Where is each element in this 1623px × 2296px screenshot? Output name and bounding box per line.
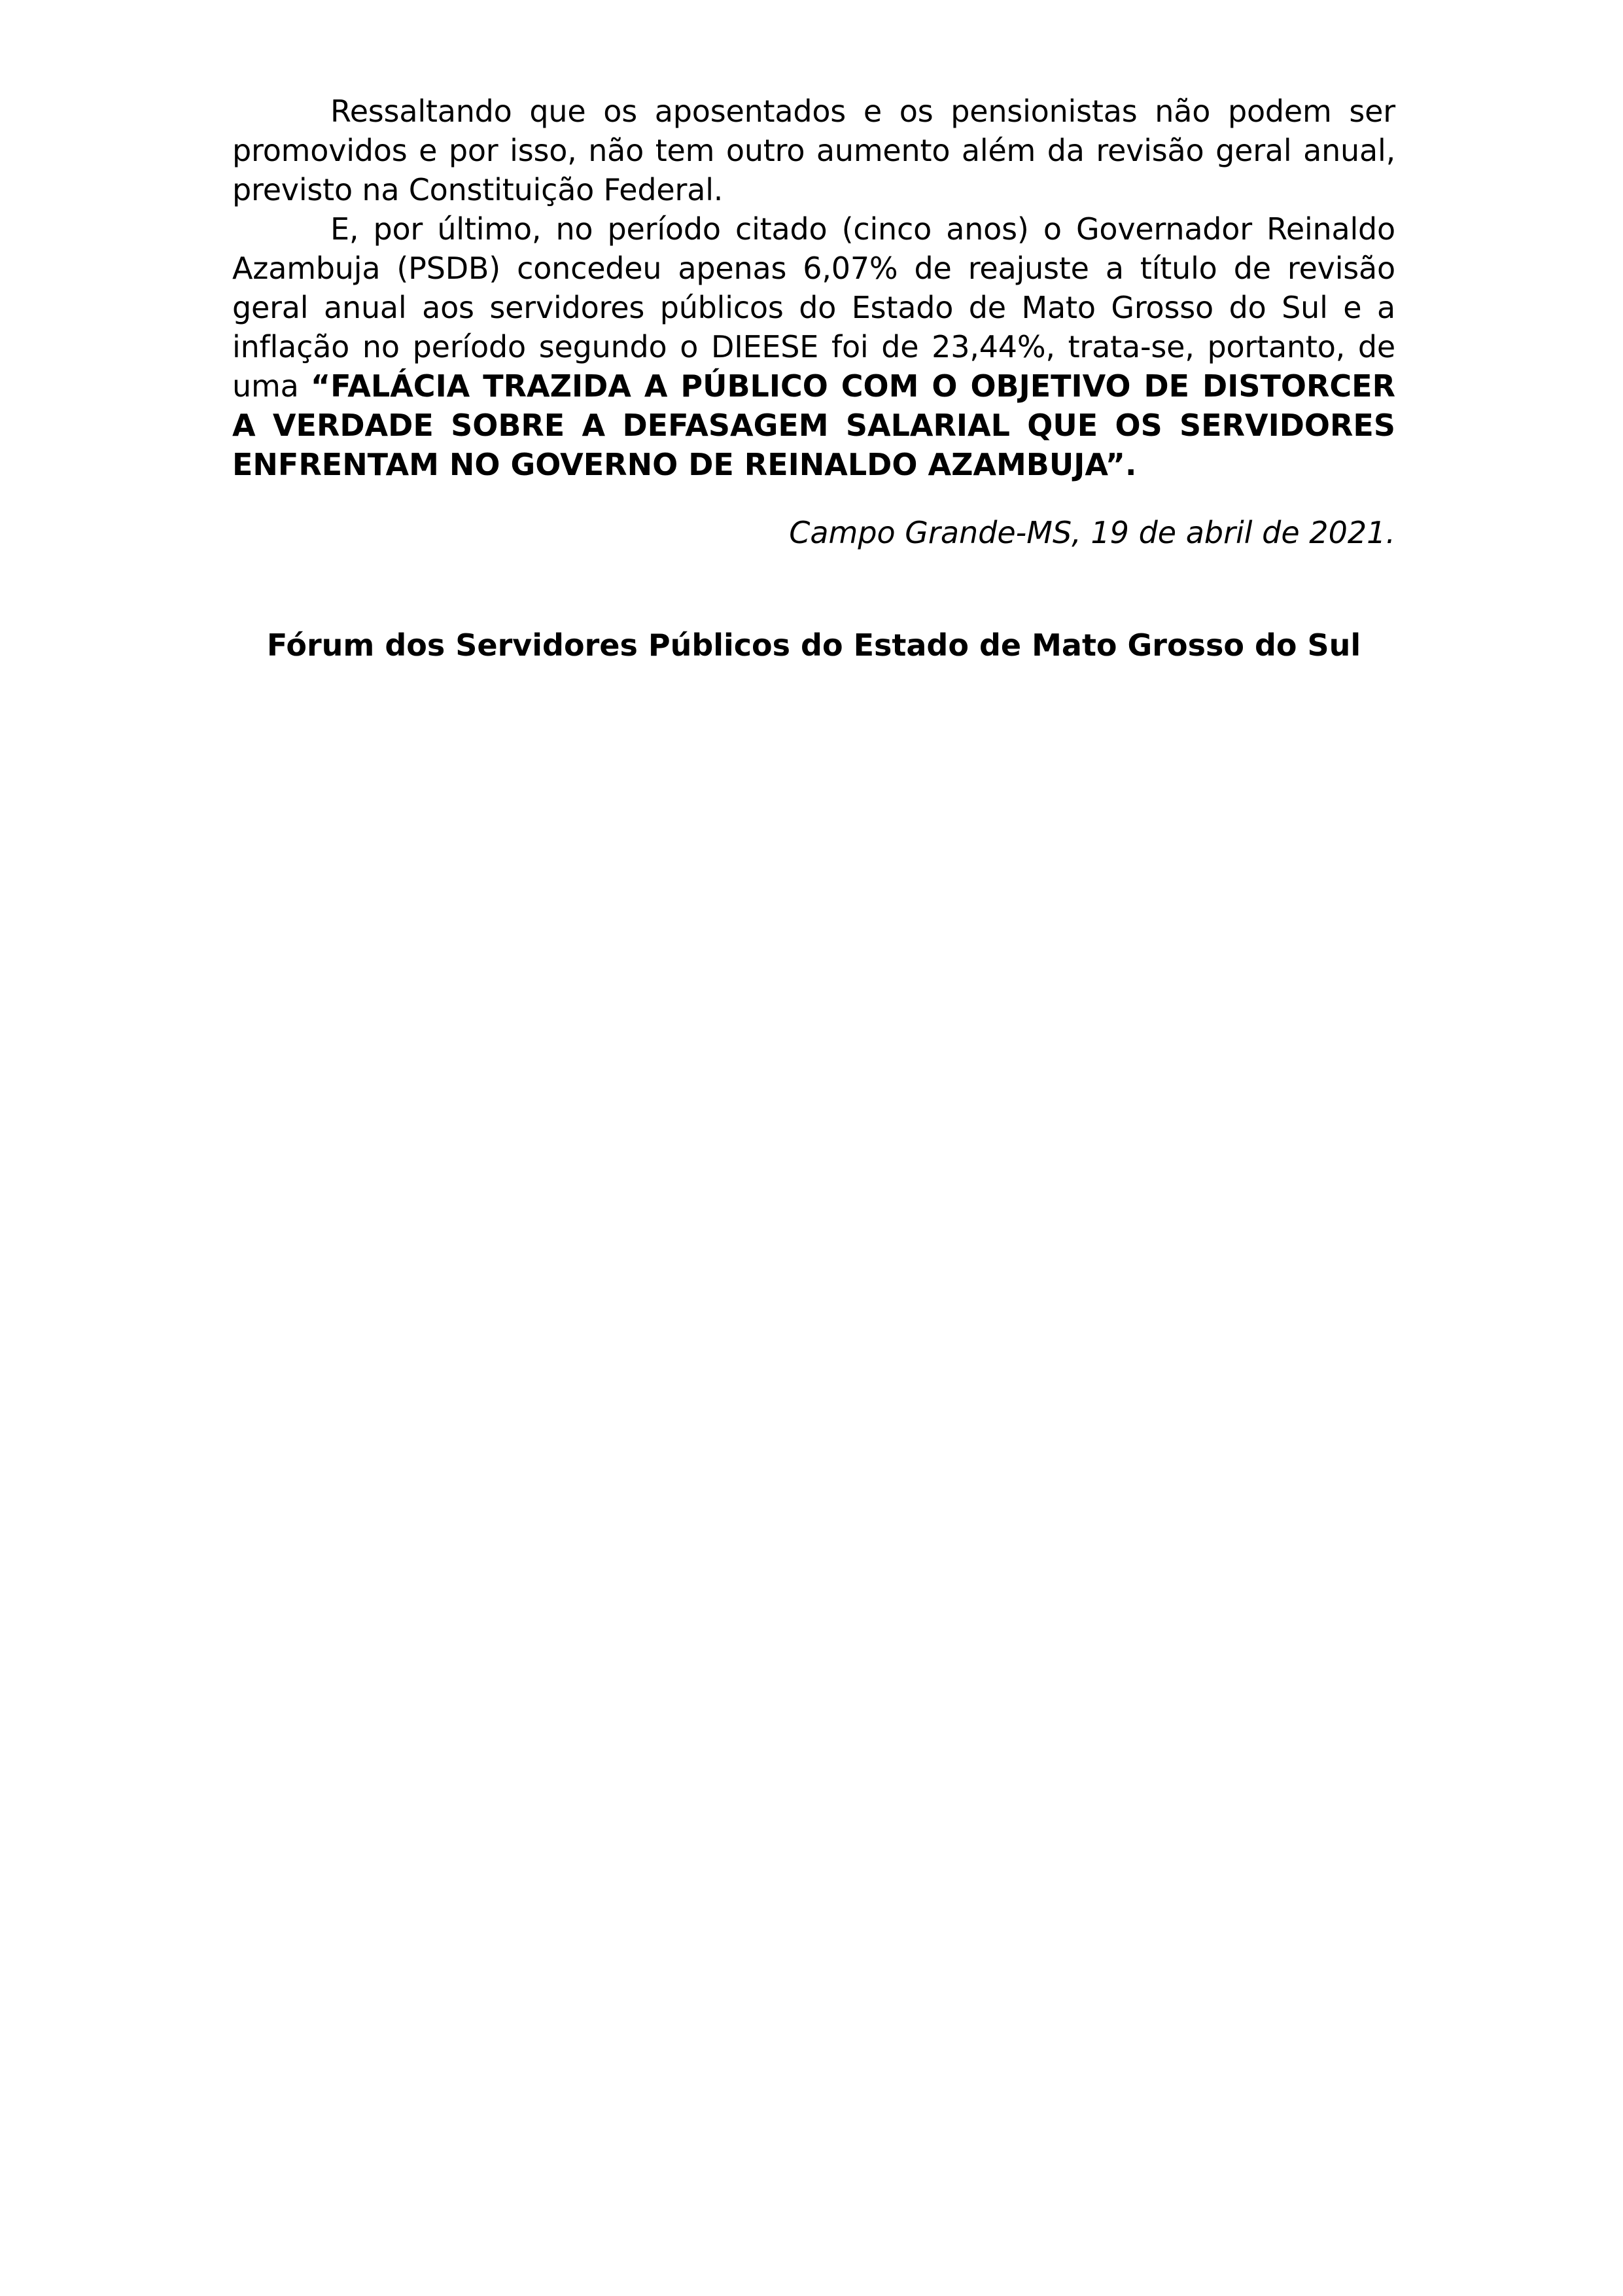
- paragraph-adjustment-text: E, por último, no período citado (cinco anos) o Governador Reinaldo Azambuja (PSDB) concedeu apenas 6,07% de reajuste a título de revisão geral anual aos servidores públicos do Estado de Mato Grosso do Sul e a inflação no período segundo o DIEESE foi de 23,44%, trata-se, portanto, de uma: [232, 211, 1395, 404]
- paragraph-retirees: Ressaltando que os aposentados e os pensionistas não podem ser promovidos e por isso, não tem outro aumento além da revisão geral anual, previsto na Constituição Federal.: [232, 94, 1395, 207]
- signature: Fórum dos Servidores Públicos do Estado de Mato Grosso do Sul: [266, 627, 1361, 663]
- paragraph-adjustment-emphasis: “FALÁCIA TRAZIDA A PÚBLICO COM O OBJETIVO DE DISTORCER A VERDADE SOBRE A DEFASAGEM SALARIAL QUE OS SERVIDORES ENFRENTAM NO GOVERNO DE REINALDO AZAMBUJA”.: [232, 368, 1395, 482]
- paragraph-adjustment: [232, 209, 1395, 484]
- date-line: Campo Grande-MS, 19 de abril de 2021.: [789, 515, 1395, 550]
- document-page: [232, 92, 1395, 665]
